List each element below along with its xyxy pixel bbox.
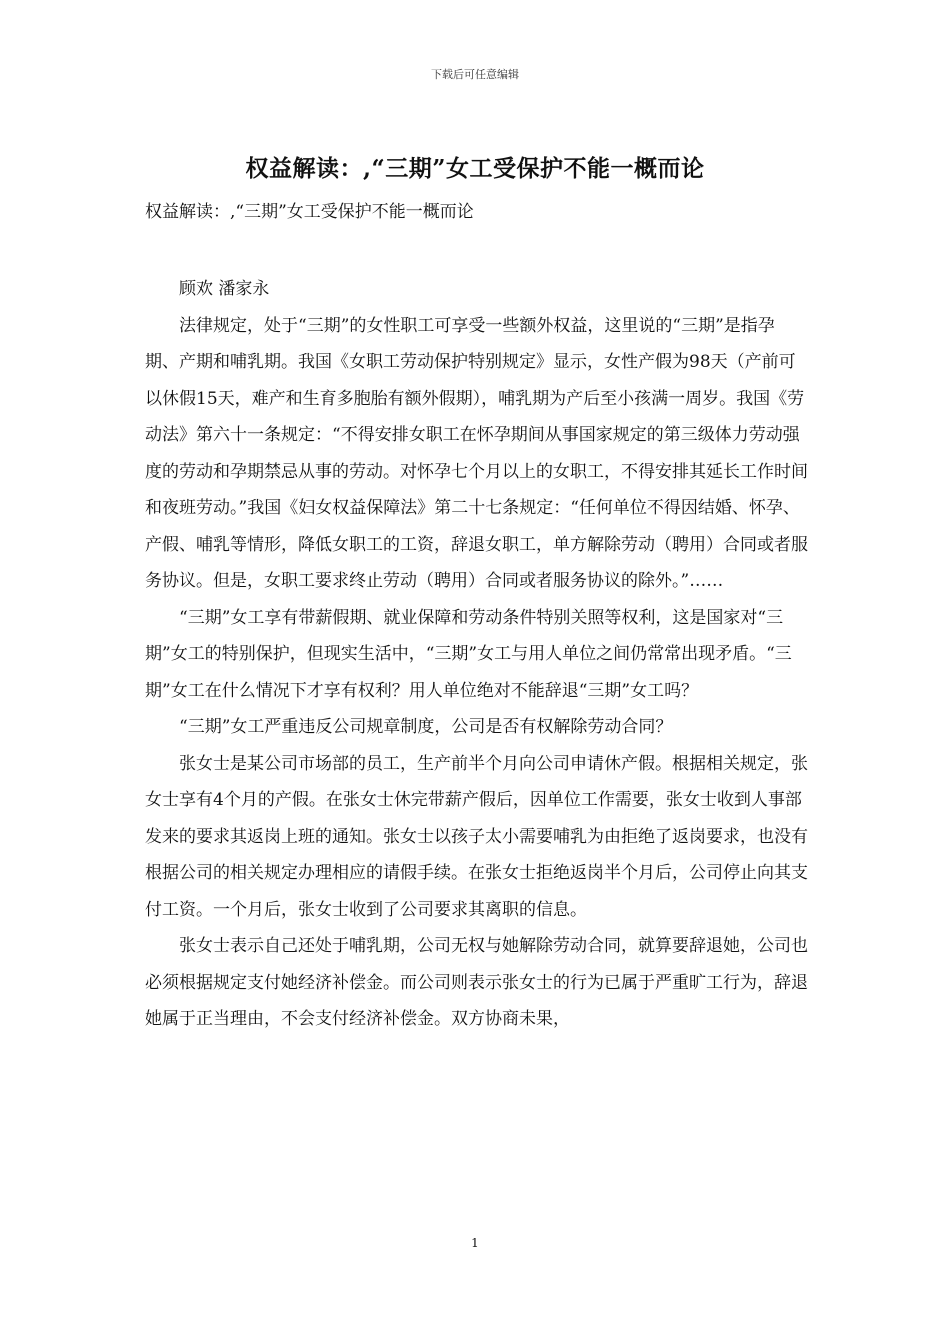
paragraph-3: “三期”女工严重违反公司规章制度，公司是否有权解除劳动合同？ [179,717,673,737]
page-header: 下载后可任意编辑 [431,68,519,81]
paragraph-4: 张女士是某公司市场部的员工，生产前半个月向公司申请休产假。根据相关规定，张女士享有4个月的产假。在张女士休完带薪产假后，因单位工作需要，张女士收到人事部发来的要求其返岗上班的通知。张女士以孩子太小需要哺乳为由拒绝了返岗要求，也没有根据公司的相关规定办理相应的请假手续。在张女士拒绝返岗半个月后，公司停止向其支付工资。一个月后，张女士收到了公司要求其离职的信息。 [145,753,808,920]
document-title: 权益解读：,“三期”女工受保护不能一概而论 [245,155,705,182]
author-line: 顾欢 潘家永 [179,279,270,299]
document-body [145,271,808,1038]
paragraph-1: 法律规定，处于“三期”的女性职工可享受一些额外权益，这里说的“三期”是指孕期、产期和哺乳期。我国《女职工劳动保护特别规定》显示，女性产假为98天（产前可以休假15天，难产和生育多胞胎有额外假期），哺乳期为产后至小孩满一周岁。我国《劳动法》第六十一条规定：“不得安排女职工在怀孕期间从事国家规定的第三级体力劳动强度的劳动和孕期禁忌从事的劳动。对怀孕七个月以上的女职工，不得安排其延长工作时间和夜班劳动。”我国《妇女权益保障法》第二十七条规定：“任何单位不得因结婚、怀孕、产假、哺乳等情形，降低女职工的工资，辞退女职工，单方解除劳动（聘用）合同或者服务协议。但是，女职工要求终止劳动（聘用）合同或者服务协议的除外。”…… [145,315,808,591]
document-subtitle: 权益解读：,“三期”女工受保护不能一概而论 [145,202,474,222]
paragraph-2: “三期”女工享有带薪假期、就业保障和劳动条件特别关照等权利，这是国家对“三期”女工的特别保护，但现实生活中，“三期”女工与用人单位之间仍常常出现矛盾。“三期”女工在什么情况下才享有权利？用人单位绝对不能辞退“三期”女工吗？ [145,607,792,701]
page-number: 1 [471,1236,479,1250]
paragraph-5: 张女士表示自己还处于哺乳期，公司无权与她解除劳动合同，就算要辞退她，公司也必须根据规定支付她经济补偿金。而公司则表示张女士的行为已属于严重旷工行为，辞退她属于正当理由，不会支付经济补偿金。双方协商未果， [145,936,808,1029]
